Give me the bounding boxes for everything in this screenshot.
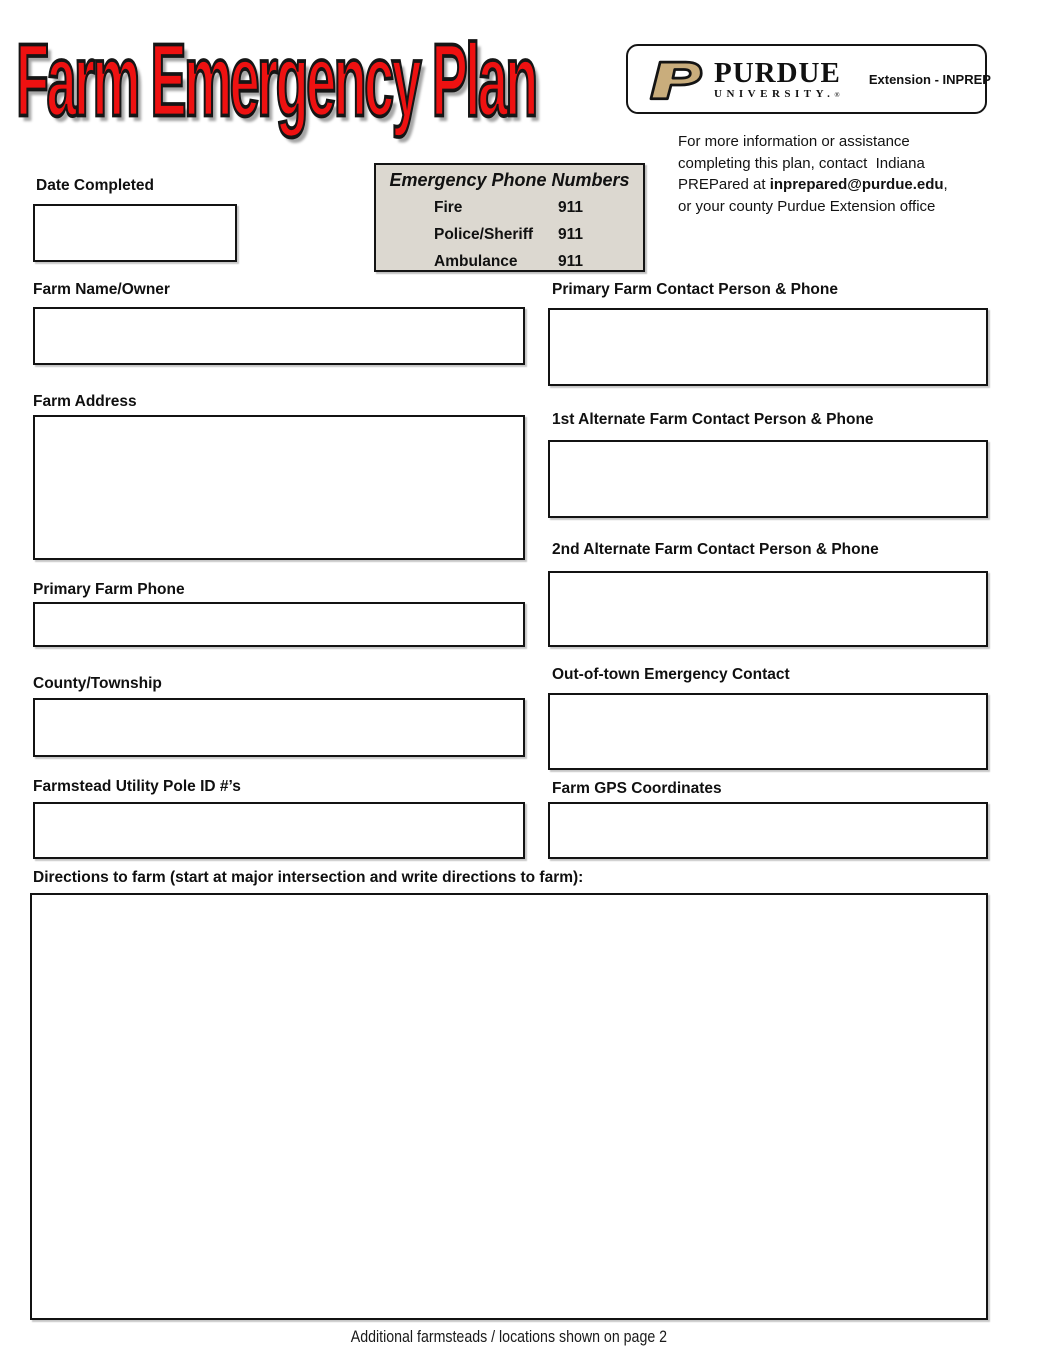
registered-mark: ®	[834, 90, 840, 99]
emergency-row-label: Ambulance	[434, 253, 518, 270]
field-input-first-alternate-contact[interactable]	[548, 440, 988, 518]
emergency-row-number: 911	[558, 253, 584, 270]
info-line-2: completing this plan, contact Indiana	[678, 154, 925, 172]
field-label-primary-farm-phone: Primary Farm Phone	[33, 581, 185, 598]
field-input-out-of-town-contact[interactable]	[548, 693, 988, 770]
field-label-primary-contact: Primary Farm Contact Person & Phone	[552, 281, 838, 298]
emergency-row-label: Police/Sheriff	[434, 226, 534, 243]
purdue-wordmark	[714, 56, 841, 100]
field-label-farm-address: Farm Address	[33, 393, 137, 410]
field-input-second-alternate-contact[interactable]	[548, 571, 988, 647]
field-label-farm-name-owner: Farm Name/Owner	[33, 281, 170, 298]
field-input-utility-pole-ids[interactable]	[33, 802, 525, 859]
info-paragraph	[678, 131, 988, 217]
emergency-row-label: Fire	[434, 199, 463, 216]
field-label-utility-pole-ids: Farmstead Utility Pole ID #’s	[33, 778, 241, 795]
field-input-farm-gps-coordinates[interactable]	[548, 802, 988, 859]
purdue-logo-plate	[626, 44, 991, 114]
field-input-directions-to-farm[interactable]	[30, 893, 988, 1320]
field-label-out-of-town-contact: Out-of-town Emergency Contact	[552, 666, 790, 683]
field-input-primary-farm-phone[interactable]	[33, 602, 525, 647]
info-line-3: PREPared at inprepared@purdue.edu,	[678, 176, 948, 193]
info-line-1: For more information or assistance	[678, 133, 910, 150]
purdue-text: PURDUE	[714, 56, 841, 89]
field-label-directions-to-farm: Directions to farm (start at major intersection and write directions to farm):	[33, 869, 584, 886]
footer-note-text: Additional farmsteads / locations shown on page 2	[350, 1328, 668, 1346]
page-title: Farm Emergency Plan	[16, 24, 536, 139]
purdue-motion-p-icon	[640, 56, 704, 103]
field-label-farm-gps-coordinates: Farm GPS Coordinates	[552, 780, 722, 797]
university-text: UNIVERSITY.®	[714, 87, 840, 100]
emergency-row-fire	[376, 194, 643, 221]
field-label-date-completed: Date Completed	[36, 177, 154, 194]
extension-inprep-label: Extension - INPREP	[868, 71, 991, 87]
emergency-row-number: 911	[558, 226, 584, 243]
field-input-date-completed[interactable]	[33, 204, 237, 262]
emergency-row-ambulance	[376, 248, 643, 275]
emergency-panel-title: Emergency Phone Numbers	[389, 170, 630, 190]
emergency-row-police	[376, 221, 643, 248]
field-input-primary-contact[interactable]	[548, 308, 988, 386]
field-label-second-alternate-contact: 2nd Alternate Farm Contact Person & Phone	[552, 541, 879, 558]
field-input-farm-address[interactable]	[33, 415, 525, 560]
info-line-4: or your county Purdue Extension office	[678, 197, 936, 215]
emergency-phone-numbers-panel	[374, 163, 645, 272]
footer-note	[30, 1328, 988, 1347]
field-label-first-alternate-contact: 1st Alternate Farm Contact Person & Phone	[552, 411, 874, 428]
field-label-county-township: County/Township	[33, 675, 162, 692]
field-input-farm-name-owner[interactable]	[33, 307, 525, 365]
contact-email: inprepared@purdue.edu	[769, 176, 944, 193]
emergency-panel-rows	[376, 194, 643, 275]
field-input-county-township[interactable]	[33, 698, 525, 757]
emergency-row-number: 911	[558, 199, 584, 216]
